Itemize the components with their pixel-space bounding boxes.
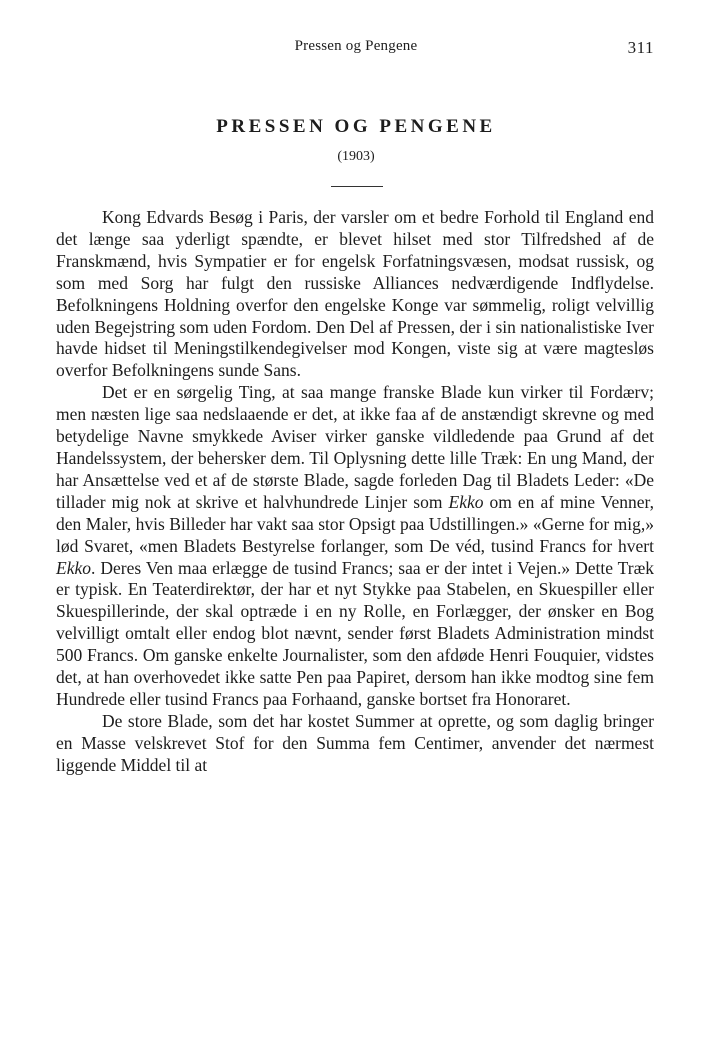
title-divider [331,186,383,187]
article-body [56,207,654,777]
paragraph-2 [56,382,654,711]
text-run: Kong Edvards Besøg i Paris, der varsler om et bedre Forhold til England end det længe saa yderligt spændte, er blevet hilset med stor Tilfredshed af de Franskmænd, hvis Sympatier er for engelsk Forfatningsvæsen, modsat russisk, og som med Sorg har fulgt den russiske Alliances nedværdigende Indflydelse. Befolkningens Holdning overfor den engelske Konge var sømmelig, roligt velvillig uden Begejstring som uden Fordom. Den Del af Pressen, der i sin nationalistiske Iver havde hidset til Meningstilkendegivelser mod Kongen, viste sig at være magtesløs overfor Befolkningens sunde Sans. [56,207,654,381]
italic-term: Ekko [56,557,91,578]
text-run: om en af mine Venner, den Maler, hvis Billeder har vakt saa stor Opsigt paa Udstillingen.» «Gerne for mig,» lød Svaret, «men Bladets Bestyrelse forlanger, som De véd, tusind Francs for hvert [56,491,655,556]
paragraph-1 [56,207,654,382]
running-head [0,38,712,60]
page-number: 311 [627,38,654,57]
italic-term: Ekko [448,491,484,512]
text-run: . Deres Ven maa erlægge de tusind Francs; saa er der intet i Vejen.» Dette Træk er typisk. En Teaterdirektør, der har et nyt Stykke paa Stabelen, en Skuespiller eller Skuespillerinde, der skal optræde i en ny Rolle, en Forlægger, der ønsker en Bog velvilligt omtalt eller endog blot nævnt, sender først Bladets Administration mindst 500 Francs. Om ganske enkelte Journalister, som den afdøde Henri Fouquier, vidstes det, at han overhovedet ikke satte Pen paa Papiret, dersom han ikke modtog sine fem Hundrede eller tusind Francs paa Forhaand, ganske bortset fra Honoraret. [56,557,654,709]
article-title: PRESSEN OG PENGENE [216,116,496,137]
text-run: Det er en sørgelig Ting, at saa mange franske Blade kun virker til Fordærv; men næsten lige saa nedslaaende er det, at ikke faa af de anstændigt skrevne og med betydelige Navne smykkede Aviser virker ganske vildledende paa Grund af det Handelssystem, der behersker dem. Til Oplysning dette lille Træk: En ung Mand, der har Ansættelse ved et af de største Blade, sagde forleden Dag til Bladets Leder: «De tillader mig nok at skrive et halvhundrede Linjer som [56,382,654,512]
running-title: Pressen og Pengene [294,38,418,54]
article-year: (1903) [337,149,375,164]
text-run: De store Blade, som det har kostet Summer at oprette, og som daglig bringer en Masse velskrevet Stof for den Summa fem Centimer, anvender det nærmest liggende Middel til at [56,710,654,775]
paragraph-3 [56,711,654,777]
